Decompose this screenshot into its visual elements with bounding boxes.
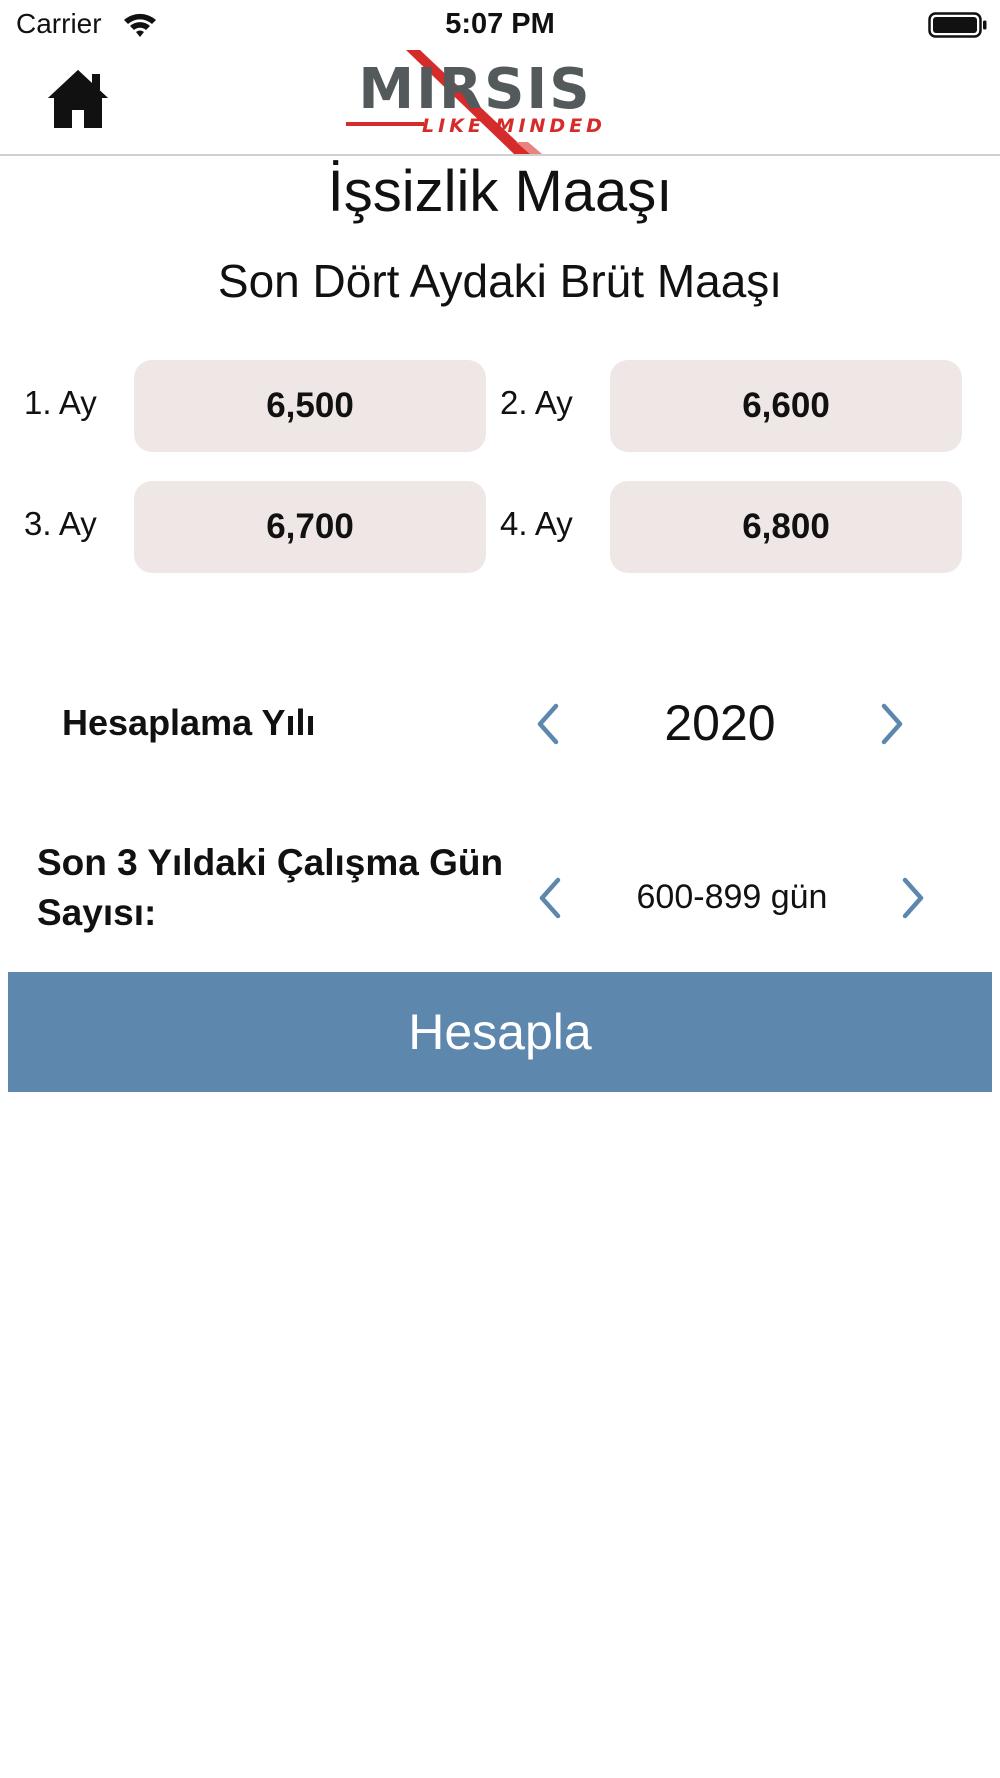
status-bar	[0, 0, 1000, 50]
svg-text:MIRSIS: MIRSIS	[358, 57, 592, 122]
month-3-input[interactable]: 6,700	[134, 481, 486, 573]
page-title: İşsizlik Maaşı	[327, 159, 673, 224]
month-3-label: 3. Ay	[24, 505, 97, 542]
status-time: 5:07 PM	[445, 8, 555, 40]
days-picker-label-line2: Sayısı:	[37, 892, 157, 933]
month-1-label: 1. Ay	[24, 384, 97, 421]
mirsis-logo	[344, 50, 606, 154]
nav-bar	[0, 50, 1000, 156]
battery-icon	[928, 11, 988, 39]
chevron-right-icon[interactable]	[893, 872, 933, 924]
month-1-input[interactable]: 6,500	[134, 360, 486, 452]
year-picker-label: Hesaplama Yılı	[62, 702, 316, 743]
home-icon[interactable]	[44, 64, 112, 132]
chevron-left-icon[interactable]	[528, 698, 568, 750]
chevron-right-icon[interactable]	[872, 698, 912, 750]
days-picker-label	[37, 838, 503, 938]
calculate-button[interactable]: Hesapla	[8, 972, 992, 1092]
days-value: 600-899 gün	[636, 878, 828, 916]
chevron-left-icon[interactable]	[530, 872, 570, 924]
year-value: 2020	[664, 695, 776, 751]
page-subtitle: Son Dört Aydaki Brüt Maaşı	[217, 255, 783, 307]
month-2-input[interactable]: 6,600	[610, 360, 962, 452]
svg-text:LIKE MINDED: LIKE MINDED	[422, 115, 606, 137]
month-4-label: 4. Ay	[500, 505, 573, 542]
month-2-label: 2. Ay	[500, 384, 573, 421]
carrier-label: Carrier	[16, 8, 102, 39]
days-picker-label-line1: Son 3 Yıldaki Çalışma Gün	[37, 842, 504, 883]
month-4-input[interactable]: 6,800	[610, 481, 962, 573]
